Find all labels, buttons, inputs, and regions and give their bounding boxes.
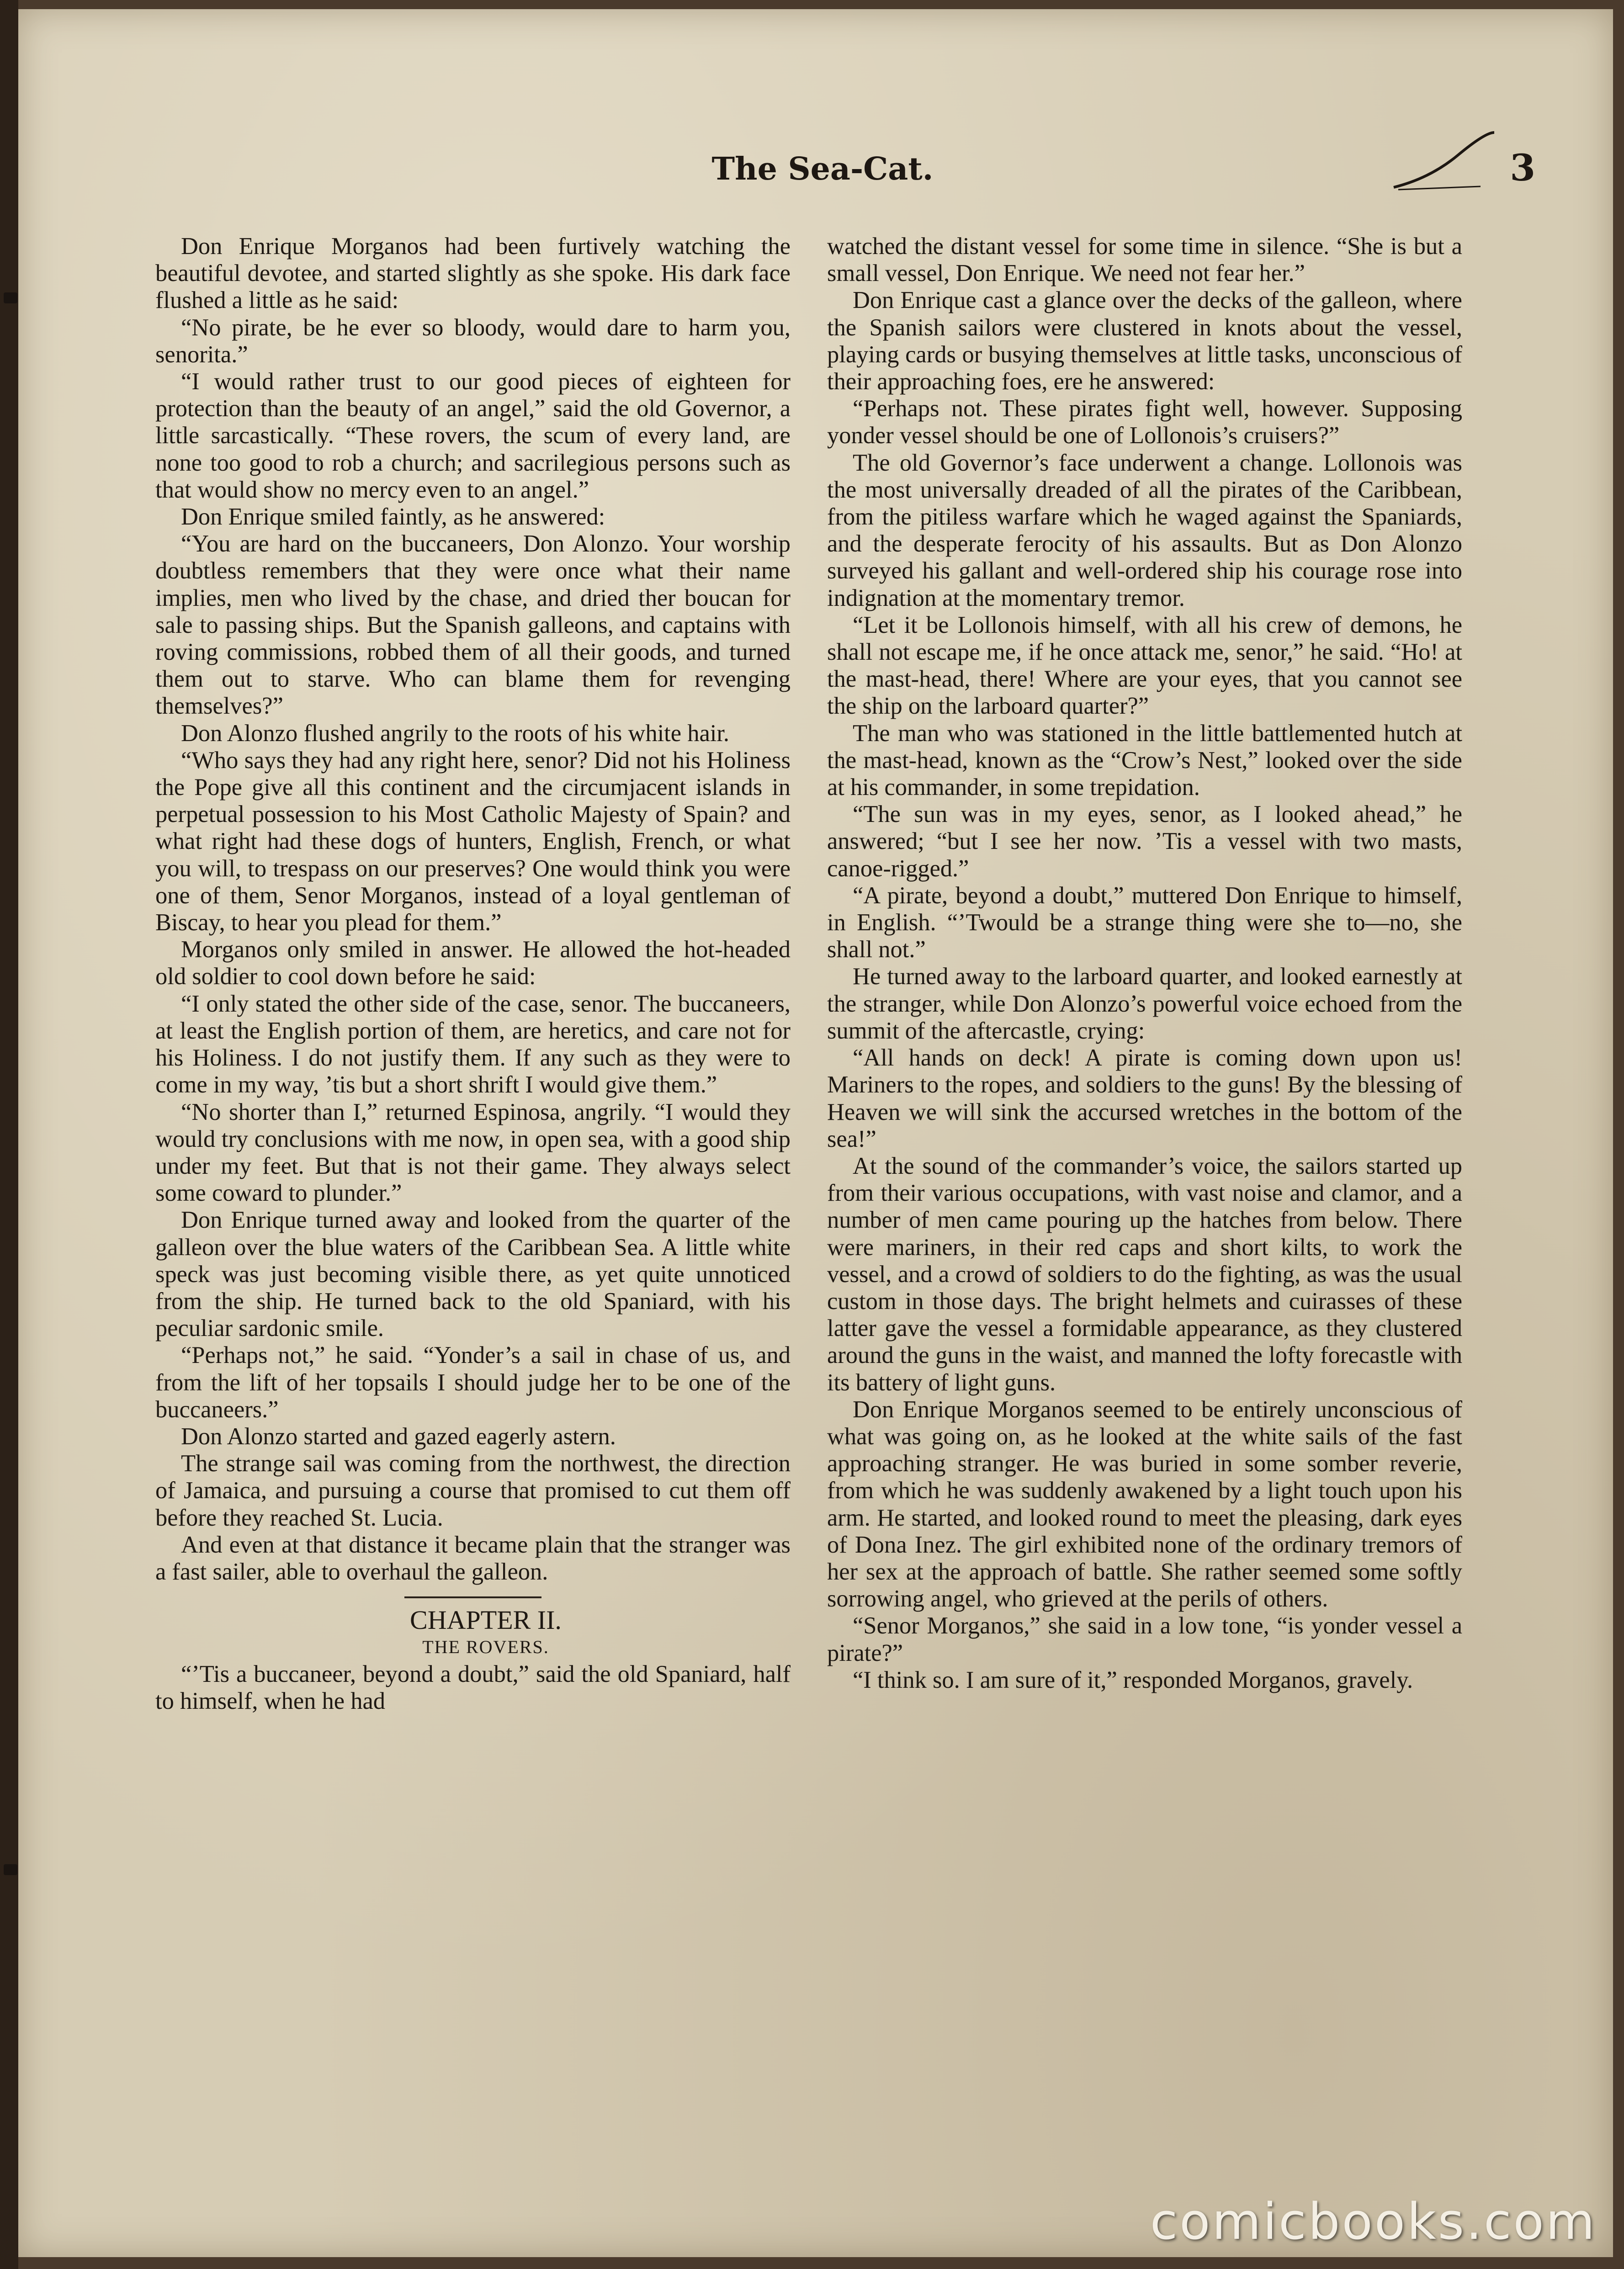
running-title: The Sea-Cat. bbox=[711, 151, 934, 187]
paragraph: He turned away to the larboard quarter, and looked earnestly at the stranger, while Don Alonzo’s powerful voice echoed from the summit of the aftercastle, crying: bbox=[827, 963, 1462, 1044]
staple bbox=[4, 1864, 17, 1875]
paragraph: “Who says they had any right here, senor? Did not his Holiness the Pope give all this continent and the circumjacent islands in perpetual possession to his Most Catholic Majesty of Spain? and what right had these dogs of hunters, English, French, or what you will, to trespass on our preserves? One would think you were one of them, Senor Morganos, instead of a loyal gentleman of Biscay, to hear you plead for them.” bbox=[155, 747, 791, 936]
paragraph: The strange sail was coming from the northwest, the direction of Jamaica, and pursuing a course that promised to cut them off before they reached St. Lucia. bbox=[155, 1450, 791, 1531]
watermark: comicbooks.com bbox=[1150, 2192, 1597, 2251]
right-column bbox=[827, 233, 1462, 1694]
paragraph: “Let it be Lollonois himself, with all his crew of demons, he shall not escape me, if he once attack me, senor,” he said. “Ho! at the mast-head, there! Where are your eyes, that you cannot see the ship on the larboard quarter?” bbox=[827, 611, 1462, 720]
paragraph: Don Enrique Morganos had been furtively watching the beautiful devotee, and started slightly as she spoke. His dark face flushed a little as he said: bbox=[155, 233, 791, 314]
page-number: 3 bbox=[1510, 146, 1535, 189]
paragraph: “Perhaps not,” he said. “Yonder’s a sail in chase of us, and from the lift of her topsails I should judge her to be one of the buccaneers.” bbox=[155, 1342, 791, 1423]
binding-spine bbox=[0, 0, 18, 2269]
paragraph: “’Tis a buccaneer, beyond a doubt,” said the old Spaniard, half to himself, when he had bbox=[155, 1660, 791, 1714]
paragraph: The old Governor’s face underwent a change. Lollonois was the most universally dreaded of all the pirates of the Caribbean, from the pitiless warfare which he waged against the Spaniards, and the desperate ferocity of his assaults. But as Don Alonzo surveyed his gallant and well-ordered ship his courage rose into indignation at the momentary tremor. bbox=[827, 449, 1462, 611]
paragraph: “I think so. I am sure of it,” responded Morganos, gravely. bbox=[853, 1666, 1413, 1693]
paragraph: “No shorter than I,” returned Espinosa, angrily. “I would they would try conclusions with me now, in open sea, with a good ship under my feet. But that is not their game. They always select some coward to plunder.” bbox=[155, 1098, 791, 1207]
staple bbox=[4, 292, 17, 303]
paragraph: watched the distant vessel for some time in silence. “She is but a small vessel, Don Enrique. We need not fear her.” bbox=[827, 233, 1462, 287]
paragraph: “Perhaps not. These pirates fight well, however. Supposing yonder vessel should be one of Lollonois’s cruisers?” bbox=[827, 395, 1462, 449]
paragraph: Don Alonzo started and gazed eagerly astern. bbox=[181, 1423, 616, 1450]
paragraph: “I would rather trust to our good pieces of eighteen for protection than the beauty of an angel,” said the old Governor, a little sarcastically. “These rovers, the scum of every land, are none too good to rob a church; and sacrilegious persons such as that would show no mercy even to an angel.” bbox=[155, 368, 791, 503]
section-divider bbox=[404, 1596, 541, 1598]
paragraph: “A pirate, beyond a doubt,” muttered Don Enrique to himself, in English. “’Twould be a strange thing were she to—no, she shall not.” bbox=[827, 882, 1462, 963]
paragraph: At the sound of the commander’s voice, the sailors started up from their various occupations, with vast noise and clamor, and a number of men came pouring up the hatches from below. There were mariners, in their red caps and short kilts, to work the vessel, and a crowd of soldiers to do the fighting, as was the usual custom in those days. The bright helmets and cuirasses of these latter gave the vessel a formidable appearance, as they clustered around the guns in the waist, and manned the lofty forecastle with its battery of light guns. bbox=[827, 1152, 1462, 1396]
paragraph: And even at that distance it became plain that the stranger was a fast sailer, able to overhaul the galleon. bbox=[155, 1531, 791, 1585]
paragraph: “You are hard on the buccaneers, Don Alonzo. Your worship doubtless remembers that they were once what their name implies, men who lived by the chase, and dried ther boucan for sale to passing ships. But the Spanish galleons, and captains with roving commissions, robbed them of all their goods, and turned them out to starve. Who can blame them for revenging themselves?” bbox=[155, 530, 791, 720]
chapter-subtitle: THE ROVERS. bbox=[422, 1637, 549, 1658]
paragraph: Don Enrique Morganos seemed to be entirely unconscious of what was going on, as he looked at the white sails of the fast approaching stranger. He was buried in some somber reverie, from which he was suddenly awakened by a light touch upon his arm. He started, and looked round to meet the pleasing, dark eyes of Dona Inez. The girl exhibited none of the ordinary tremors of her sex at the approach of battle. She rather seemed some softly sorrowing angel, who grieved at the perils of others. bbox=[827, 1396, 1462, 1612]
paragraph: Morganos only smiled in answer. He allowed the hot-headed old soldier to cool down before he said: bbox=[155, 936, 791, 990]
paragraph: “Senor Morganos,” she said in a low tone, “is yonder vessel a pirate?” bbox=[827, 1612, 1462, 1666]
paragraph: Don Enrique turned away and looked from the quarter of the galleon over the blue waters of the Caribbean Sea. A little white speck was just becoming visible there, as yet quite unnoticed from the ship. He turned back to the old Spaniard, with his peculiar sardonic smile. bbox=[155, 1207, 791, 1342]
paragraph: “All hands on deck! A pirate is coming down upon us! Mariners to the ropes, and soldiers to the guns! By the blessing of Heaven we will sink the accursed wretches in the bottom of the sea!” bbox=[827, 1044, 1462, 1152]
page-header bbox=[155, 146, 1535, 201]
paragraph: Don Enrique cast a glance over the decks of the galleon, where the Spanish sailors were clustered in knots about the vessel, playing cards or busying themselves at little tasks, unconscious of their approaching foes, ere he answered: bbox=[827, 287, 1462, 395]
paragraph: The man who was stationed in the little battlemented hutch at the mast-head, known as the “Crow’s Nest,” looked over the side at his commander, in some trepidation. bbox=[827, 720, 1462, 801]
paragraph: “The sun was in my eyes, senor, as I looked ahead,” he answered; “but I see her now. ’Tis a vessel with two masts, canoe-rigged.” bbox=[827, 801, 1462, 882]
paragraph: “I only stated the other side of the case, senor. The buccaneers, at least the English portion of them, are heretics, and care not for his Holiness. I do not justify them. If any such as they were to come in my way, ’tis but a short shrift I would give them.” bbox=[155, 990, 791, 1098]
paragraph: “No pirate, be he ever so bloody, would dare to harm you, senorita.” bbox=[155, 314, 791, 368]
paragraph: Don Alonzo flushed angrily to the roots of his white hair. bbox=[181, 720, 730, 747]
paragraph: Don Enrique smiled faintly, as he answered: bbox=[181, 504, 605, 530]
chapter-title: CHAPTER II. bbox=[410, 1605, 562, 1635]
pen-mark-icon bbox=[1389, 128, 1499, 196]
left-column bbox=[155, 233, 791, 1715]
